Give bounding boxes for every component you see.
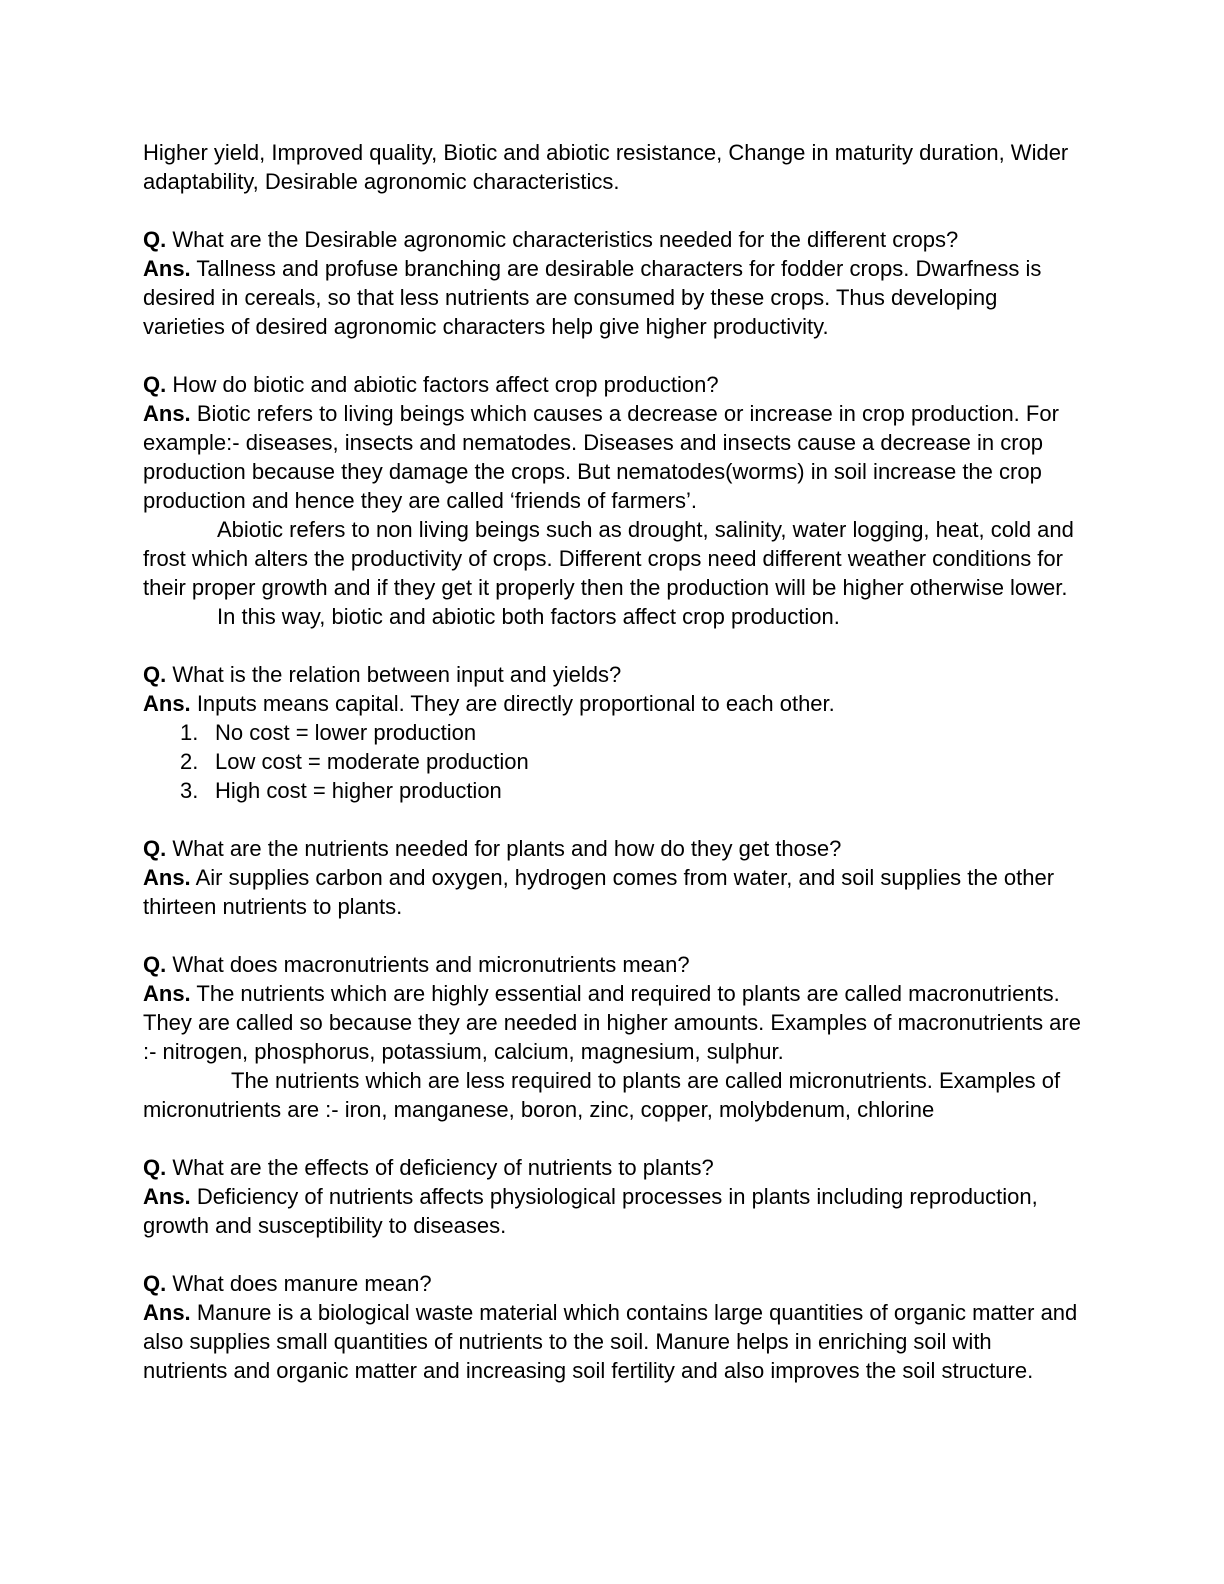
question-text: What are the Desirable agronomic characteristics needed for the different crops? (172, 227, 959, 252)
question-text: What are the effects of deficiency of nutrients to plants? (172, 1155, 714, 1180)
answer-paragraph (143, 399, 1081, 515)
list-item (143, 776, 1081, 805)
qa-block-plant-nutrients (143, 834, 1081, 921)
list-number: 2. (180, 749, 199, 774)
document-page (143, 138, 1081, 1385)
question-label: Q. (143, 952, 167, 977)
answer-text: Air supplies carbon and oxygen, hydrogen comes from water, and soil supplies the other thirteen nutrients to plants. (143, 865, 1055, 919)
question-line (143, 660, 1081, 689)
list-item-text: No cost = lower production (215, 720, 477, 745)
list-number: 1. (180, 720, 199, 745)
question-line (143, 950, 1081, 979)
list-item-text: Low cost = moderate production (215, 749, 529, 774)
question-label: Q. (143, 836, 167, 861)
answer-paragraph: The nutrients which are less required to plants are called micronutrients. Examples of micronutrients are :- iron, manganese, boron, zinc, copper, molybdenum, chlorine (143, 1068, 1061, 1122)
question-label: Q. (143, 662, 167, 687)
answer-label: Ans. (143, 401, 191, 426)
question-text: What is the relation between input and yields? (172, 662, 622, 687)
list-item (143, 747, 1081, 776)
answer-paragraph: Abiotic refers to non living beings such as drought, salinity, water logging, heat, cold and frost which alters the productivity of crops. Different crops need different weather conditions for their proper growth and if they get it properly then the production will be higher otherwise lower. (143, 517, 1074, 600)
answer-label: Ans. (143, 691, 191, 716)
list-item (143, 718, 1081, 747)
answer-text: Inputs means capital. They are directly proportional to each other. (196, 691, 835, 716)
question-line (143, 225, 1081, 254)
answer-paragraph (143, 979, 1081, 1066)
intro-paragraph: Higher yield, Improved quality, Biotic and abiotic resistance, Change in maturity duration, Wider adaptability, Desirable agronomic characteristics. (143, 140, 1069, 194)
qa-block-biotic-abiotic (143, 370, 1081, 631)
answer-label: Ans. (143, 1184, 191, 1209)
qa-block-input-yields (143, 660, 1081, 805)
question-label: Q. (143, 227, 167, 252)
answer-label: Ans. (143, 981, 191, 1006)
qa-block-nutrient-deficiency (143, 1153, 1081, 1240)
question-label: Q. (143, 1155, 167, 1180)
answer-text: Biotic refers to living beings which causes a decrease or increase in crop production. For example:- diseases, insects and nematodes. Diseases and insects cause a decrease in crop production because they damage the crops. But nematodes(worms) in soil increase the crop production and hence they are called ‘friends of farmers’. (143, 401, 1059, 513)
question-line (143, 834, 1081, 863)
answer-text: Tallness and profuse branching are desirable characters for fodder crops. Dwarfness is desired in cereals, so that less nutrients are consumed by these crops. Thus developing varieties of desired agronomic characters help give higher productivity. (143, 256, 1042, 339)
answer-text: Manure is a biological waste material which contains large quantities of organic matter and also supplies small quantities of nutrients to the soil. Manure helps in enriching soil with nutrients and organic matter and increasing soil fertility and also improves the soil structure. (143, 1300, 1078, 1383)
list-number: 3. (180, 778, 199, 803)
question-text: What does macronutrients and micronutrients mean? (172, 952, 690, 977)
list-item-text: High cost = higher production (215, 778, 502, 803)
question-line (143, 1269, 1081, 1298)
answer-text: Deficiency of nutrients affects physiological processes in plants including reproduction, growth and susceptibility to diseases. (143, 1184, 1038, 1238)
question-line (143, 1153, 1081, 1182)
answer-paragraph (143, 254, 1081, 341)
question-line (143, 370, 1081, 399)
numbered-list (143, 718, 1081, 805)
answer-label: Ans. (143, 256, 191, 281)
qa-block-agronomic-characteristics (143, 225, 1081, 341)
question-label: Q. (143, 1271, 167, 1296)
answer-paragraph (143, 863, 1081, 921)
answer-paragraph: In this way, biotic and abiotic both factors affect crop production. (217, 604, 840, 629)
question-text: What are the nutrients needed for plants and how do they get those? (172, 836, 842, 861)
qa-block-manure (143, 1269, 1081, 1385)
answer-text: The nutrients which are highly essential and required to plants are called macronutrients. They are called so because they are needed in higher amounts. Examples of macronutrients are :- nitrogen, phosphorus, potassium, calcium, magnesium, sulphur. (143, 981, 1081, 1064)
question-text: What does manure mean? (172, 1271, 432, 1296)
qa-block-macro-micro-nutrients (143, 950, 1081, 1124)
answer-label: Ans. (143, 1300, 191, 1325)
answer-paragraph (143, 689, 1081, 718)
question-text: How do biotic and abiotic factors affect crop production? (172, 372, 719, 397)
answer-paragraph (143, 1182, 1081, 1240)
answer-paragraph (143, 1298, 1081, 1385)
answer-label: Ans. (143, 865, 191, 890)
question-label: Q. (143, 372, 167, 397)
